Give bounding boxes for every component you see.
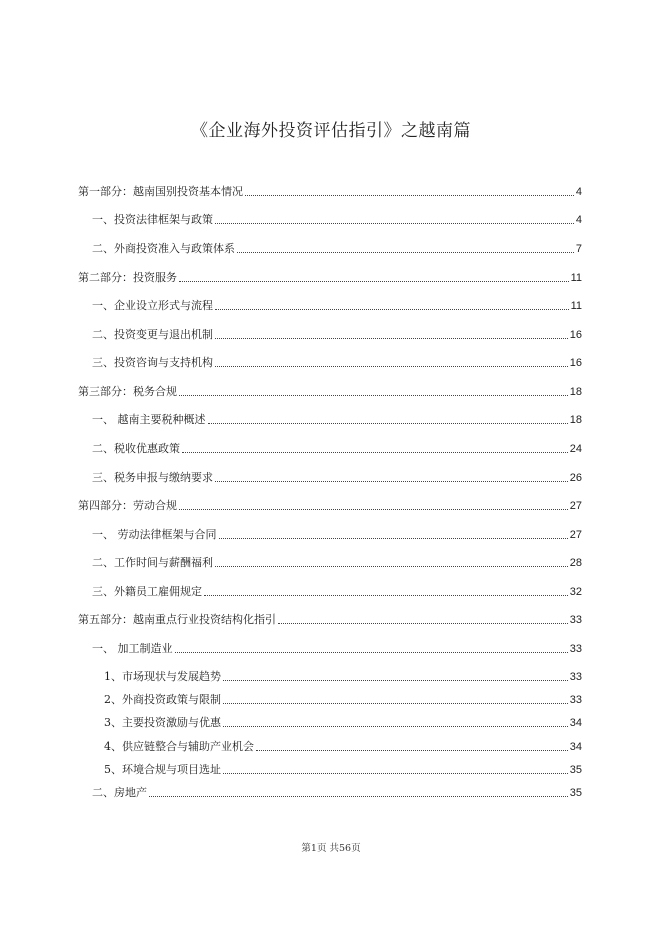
toc-entry[interactable] — [92, 242, 582, 256]
toc-entry-label: 三、投资咨询与支持机构 — [92, 356, 213, 369]
toc-page-number: 34 — [569, 741, 582, 753]
toc-dot-leader — [215, 309, 569, 310]
toc-page-number: 11 — [570, 300, 582, 312]
toc-entry[interactable] — [92, 356, 582, 370]
toc-entry-label: 二、外商投资准入与政策体系 — [92, 242, 235, 255]
toc-entry-label: 3、主要投资激励与优惠 — [104, 716, 221, 729]
toc-dot-leader — [237, 252, 574, 253]
toc-page-number: 35 — [569, 787, 582, 799]
toc-dot-leader — [278, 623, 568, 624]
toc-entry[interactable] — [78, 385, 582, 399]
toc-entry[interactable] — [92, 328, 582, 342]
toc-entry[interactable] — [78, 185, 582, 199]
toc-entry[interactable] — [104, 763, 582, 777]
toc-entry-label: 第二部分：投资服务 — [78, 271, 177, 284]
toc-dot-leader — [179, 395, 568, 396]
toc-dot-leader — [215, 566, 568, 567]
toc-entry[interactable] — [104, 716, 582, 730]
toc-entry-label: 4、供应链整合与辅助产业机会 — [104, 740, 254, 753]
toc-entry[interactable] — [78, 499, 582, 513]
toc-entry-label: 一、 越南主要税种概述 — [92, 413, 206, 426]
toc-entry[interactable] — [104, 693, 582, 707]
toc-entry-label: 一、企业设立形式与流程 — [92, 299, 213, 312]
toc-entry[interactable] — [92, 556, 582, 570]
toc-dot-leader — [179, 281, 569, 282]
toc-dot-leader — [182, 452, 568, 453]
toc-entry[interactable] — [92, 413, 582, 427]
toc-dot-leader — [219, 538, 568, 539]
toc-dot-leader — [223, 680, 568, 681]
toc-dot-leader — [245, 195, 574, 196]
toc-entry-label: 二、投资变更与退出机制 — [92, 328, 213, 341]
toc-entry-label: 5、环境合规与项目选址 — [104, 763, 221, 776]
toc-page-number: 7 — [575, 243, 582, 255]
toc-entry-label: 第四部分：劳动合规 — [78, 499, 177, 512]
toc-entry[interactable] — [92, 585, 582, 599]
toc-entry-label: 二、房地产 — [92, 786, 147, 799]
toc-page-number: 4 — [575, 186, 582, 198]
toc-page-number: 34 — [569, 717, 582, 729]
toc-entry[interactable] — [92, 528, 582, 542]
toc-entry[interactable] — [78, 613, 582, 627]
toc-page-number: 11 — [570, 272, 582, 284]
toc-page-number: 28 — [569, 557, 582, 569]
toc-entry-label: 一、 劳动法律框架与合同 — [92, 528, 217, 541]
toc-entry-label: 二、税收优惠政策 — [92, 442, 180, 455]
toc-entry-label: 一、 加工制造业 — [92, 642, 173, 655]
toc-page-number: 33 — [569, 671, 582, 683]
toc-dot-leader — [215, 366, 568, 367]
toc-dot-leader — [175, 652, 568, 653]
toc-entry-label: 二、工作时间与薪酬福利 — [92, 556, 213, 569]
toc-page-number: 35 — [569, 764, 582, 776]
toc-dot-leader — [215, 338, 568, 339]
toc-dot-leader — [204, 595, 568, 596]
toc-dot-leader — [208, 423, 568, 424]
toc-entry-label: 三、税务申报与缴纳要求 — [92, 471, 213, 484]
toc-page-number: 33 — [569, 643, 582, 655]
toc-page-number: 26 — [569, 472, 582, 484]
toc-entry[interactable] — [104, 740, 582, 754]
toc-entry-label: 第五部分：越南重点行业投资结构化指引 — [78, 613, 276, 626]
toc-page-number: 33 — [569, 694, 582, 706]
page-footer: 第1页 共56页 — [301, 843, 361, 854]
toc-entry-label: 1、市场现状与发展趋势 — [104, 670, 221, 683]
toc-page-number: 27 — [569, 500, 582, 512]
toc-entry-label: 三、外籍员工雇佣规定 — [92, 585, 202, 598]
toc-entry-label: 第三部分：税务合规 — [78, 385, 177, 398]
toc-entry[interactable] — [92, 642, 582, 656]
toc-page-number: 33 — [569, 614, 582, 626]
toc-dot-leader — [215, 481, 568, 482]
toc-entry[interactable] — [92, 299, 582, 313]
toc-dot-leader — [179, 509, 568, 510]
toc-page-number: 27 — [569, 529, 582, 541]
toc-page-number: 24 — [569, 443, 582, 455]
toc-entry[interactable] — [92, 442, 582, 456]
toc-entry[interactable] — [78, 271, 582, 285]
toc-page-number: 32 — [569, 586, 582, 598]
toc-page-number: 16 — [569, 357, 582, 369]
toc-dot-leader — [223, 773, 568, 774]
toc-dot-leader — [149, 796, 568, 797]
toc-page-number: 18 — [569, 386, 582, 398]
toc-page-number: 18 — [569, 414, 582, 426]
toc-dot-leader — [223, 726, 568, 727]
toc-page-number: 16 — [569, 329, 582, 341]
toc-entry[interactable] — [92, 213, 582, 227]
toc-entry[interactable] — [92, 786, 582, 800]
toc-entry-label: 2、外商投资政策与限制 — [104, 693, 221, 706]
toc-entry[interactable] — [104, 670, 582, 684]
document-title: 《企业海外投资评估指引》之越南篇 — [191, 121, 471, 141]
toc-dot-leader — [256, 750, 568, 751]
toc-entry-label: 第一部分：越南国别投资基本情况 — [78, 185, 243, 198]
toc-dot-leader — [215, 223, 574, 224]
toc-entry[interactable] — [92, 471, 582, 485]
toc-dot-leader — [223, 703, 568, 704]
toc-page-number: 4 — [575, 214, 582, 226]
toc-entry-label: 一、投资法律框架与政策 — [92, 213, 213, 226]
